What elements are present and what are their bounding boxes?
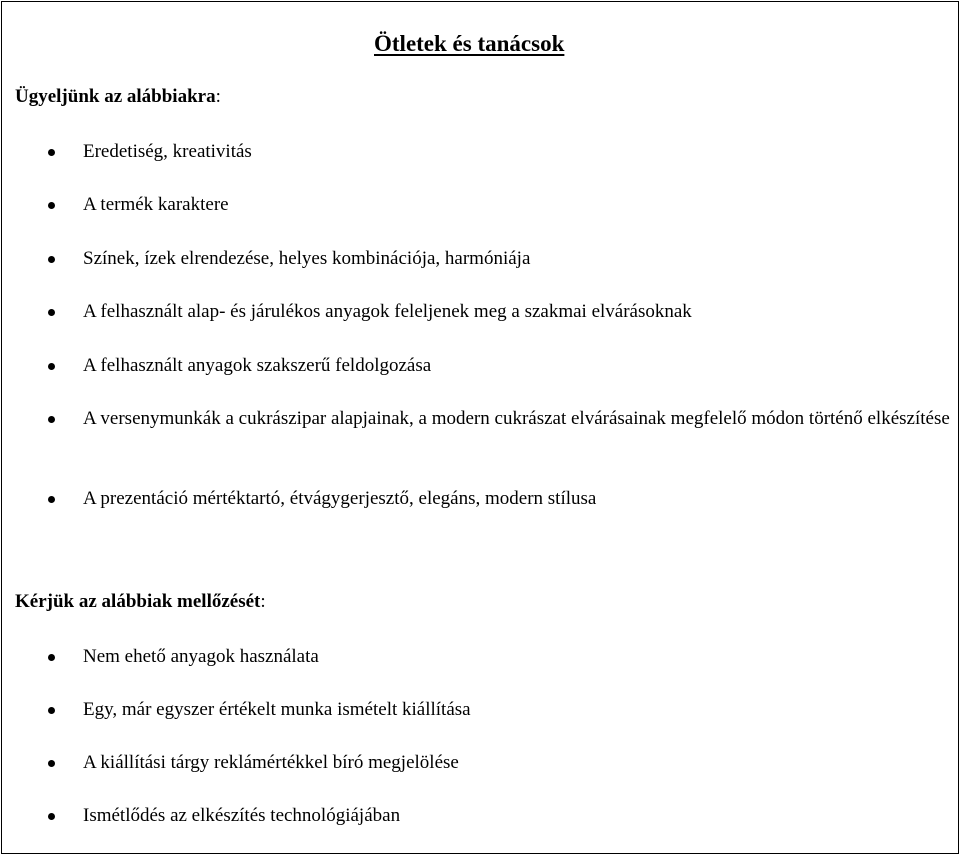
list-item <box>83 406 953 432</box>
list-item-text: Egy, már egyszer értékelt munka ismételt kiállítása <box>83 699 471 720</box>
list-item <box>83 353 953 379</box>
bullet-icon <box>48 496 55 503</box>
list-item-text: Eredetiség, kreativitás <box>83 141 252 162</box>
bullet-icon <box>48 813 55 820</box>
section-heading-requirements <box>15 86 221 108</box>
bullet-icon <box>48 363 55 370</box>
list-item-text: Nem ehető anyagok használata <box>83 646 319 667</box>
bullet-icon <box>48 202 55 209</box>
list-item-text: A prezentáció mértéktartó, étvágygerjesztő, elegáns, modern stílusa <box>83 488 597 509</box>
list-item <box>83 644 953 670</box>
list-item <box>83 803 953 829</box>
list-item-text: A felhasznált alap- és járulékos anyagok feleljenek meg a szakmai elvárásoknak <box>83 301 692 322</box>
list-item <box>83 486 953 512</box>
list-item <box>83 299 953 325</box>
list-item-text: Színek, ízek elrendezése, helyes kombinációja, harmóniája <box>83 248 531 269</box>
list-item <box>83 697 953 723</box>
bullet-icon <box>48 256 55 263</box>
section-heading-colon: : <box>215 86 221 107</box>
bullet-icon <box>48 760 55 767</box>
list-item-text: A kiállítási tárgy reklámértékkel bíró megjelölése <box>83 752 459 773</box>
list-item <box>83 139 953 165</box>
list-item-text: A felhasznált anyagok szakszerű feldolgozása <box>83 355 432 376</box>
section-heading-avoid <box>15 591 266 613</box>
page-title: Ötletek és tanácsok <box>374 31 565 56</box>
list-item <box>83 246 953 272</box>
list-item <box>83 192 953 218</box>
list-item-text: A termék karaktere <box>83 194 229 215</box>
bullet-icon <box>48 707 55 714</box>
section-heading-colon: : <box>260 591 266 612</box>
list-item-text: Ismétlődés az elkészítés technológiájában <box>83 805 401 826</box>
bullet-icon <box>48 416 55 423</box>
list-item-text: A versenymunkák a cukrászipar alapjainak, a modern cukrászat elvárásainak megfelelő módon történő elkészítése <box>83 408 950 429</box>
bullet-icon <box>48 149 55 156</box>
bullet-icon <box>48 654 55 661</box>
document-page <box>1 1 959 854</box>
bullet-icon <box>48 309 55 316</box>
section-heading-text: Ügyeljünk az alábbiakra <box>15 86 216 107</box>
section-heading-text: Kérjük az alábbiak mellőzését <box>15 591 261 612</box>
list-item <box>83 750 953 776</box>
